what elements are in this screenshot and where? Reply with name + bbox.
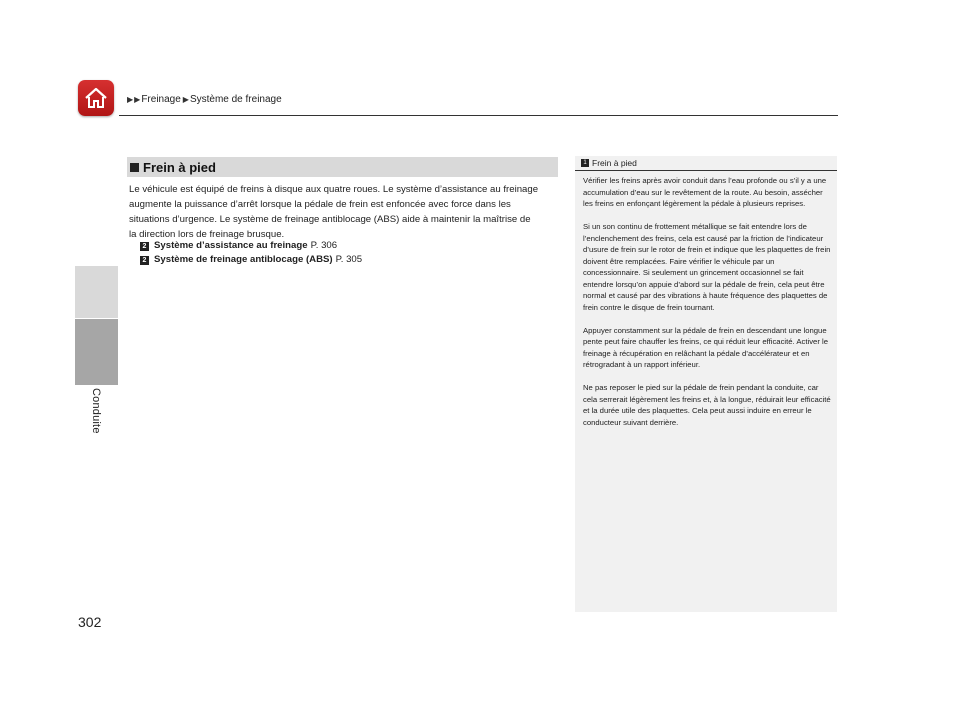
- note-paragraph: Vérifier les freins après avoir conduit dans l’eau profonde ou s’il y a une accumulation d’eau sur le revêtement de la route. Au besoin, assécher les freins en enfonçant légèrement la pédale à plusieurs reprises.: [583, 176, 827, 208]
- paragraph-line: la direction lors de freinage brusque.: [129, 229, 285, 240]
- breadcrumb: [127, 94, 284, 105]
- page-number: 302: [78, 614, 102, 630]
- house-glyph: [83, 85, 109, 111]
- side-tab-inactive: [75, 266, 118, 318]
- note-title: Frein à pied: [592, 158, 637, 168]
- body-paragraph: [129, 182, 559, 242]
- section-heading: [127, 157, 558, 177]
- triangle-right-icon: ▶: [182, 95, 189, 104]
- side-tab-active[interactable]: [75, 319, 118, 385]
- section-tab-label: Conduite: [90, 388, 102, 434]
- note-marker-icon: 1: [581, 159, 589, 167]
- paragraph-line: Le véhicule est équipé de freins à disque aux quatre roues. Le système d’assistance au freinage: [129, 184, 539, 195]
- paragraph-line: situations d’urgence. Le système de freinage antiblocage (ABS) aide à maintenir la maîtrise de: [129, 214, 531, 225]
- square-bullet-icon: [130, 163, 139, 172]
- breadcrumb-item-freinage[interactable]: Freinage: [141, 94, 181, 105]
- note-paragraph: Appuyer constamment sur la pédale de frein en descendant une longue pente peut faire chauffer les freins, ce qui réduit leur efficacité. Activer le freinage à récupération en relâchant la pédale d’accélérateur et en rétrogradant à un rapport inférieur.: [583, 325, 828, 369]
- triangle-right-icon: ▶: [127, 95, 134, 104]
- xref-page: P. 305: [335, 254, 363, 265]
- note-paragraph: Ne pas reposer le pied sur la pédale de frein pendant la conduite, car cela serrerait légèrement les freins et, à la longue, réduirait leur efficacité et la durée utile des plaquettes. Cela peut aussi induire en erreur le conducteur suivant derrière.: [583, 383, 831, 427]
- header-divider: [119, 115, 838, 116]
- section-title: Frein à pied: [143, 159, 216, 175]
- note-panel: [575, 156, 837, 612]
- paragraph-line: augmente la puissance d’arrêt lorsque la pédale de frein est enfoncée avec force dans les: [129, 199, 511, 210]
- home-icon[interactable]: [78, 80, 114, 116]
- breadcrumb-item-systeme-de-freinage[interactable]: Système de freinage: [189, 94, 282, 105]
- note-header: [575, 156, 837, 171]
- note-body: [583, 175, 831, 440]
- xref-title: Système de freinage antiblocage (ABS): [154, 254, 333, 265]
- xref-title: Système d’assistance au freinage: [154, 240, 308, 251]
- xref-link[interactable]: [140, 254, 362, 266]
- xref-link[interactable]: [140, 240, 337, 252]
- triangle-right-icon: ▶: [134, 95, 141, 104]
- xref-page: P. 306: [310, 240, 338, 251]
- note-paragraph: Si un son continu de frottement métallique se fait entendre lors de l’enclenchement des freins, cela est causé par la friction de l’indicateur d’usure de frein sur le rotor de frein et indique que les plaquettes de frein doivent être remplacées. Faire vérifier le véhicule par un concessionnaire. Si seulement un grincement occasionnel se fait entendre lorsqu’on appuie d’abord sur la pédale de frein, cela peut être normal et causé par des vibrations à haute fréquence des plaquettes de frein contre le disque de frein tournant.: [583, 222, 831, 312]
- xref-arrow-icon: 2: [140, 242, 149, 251]
- xref-arrow-icon: 2: [140, 256, 149, 265]
